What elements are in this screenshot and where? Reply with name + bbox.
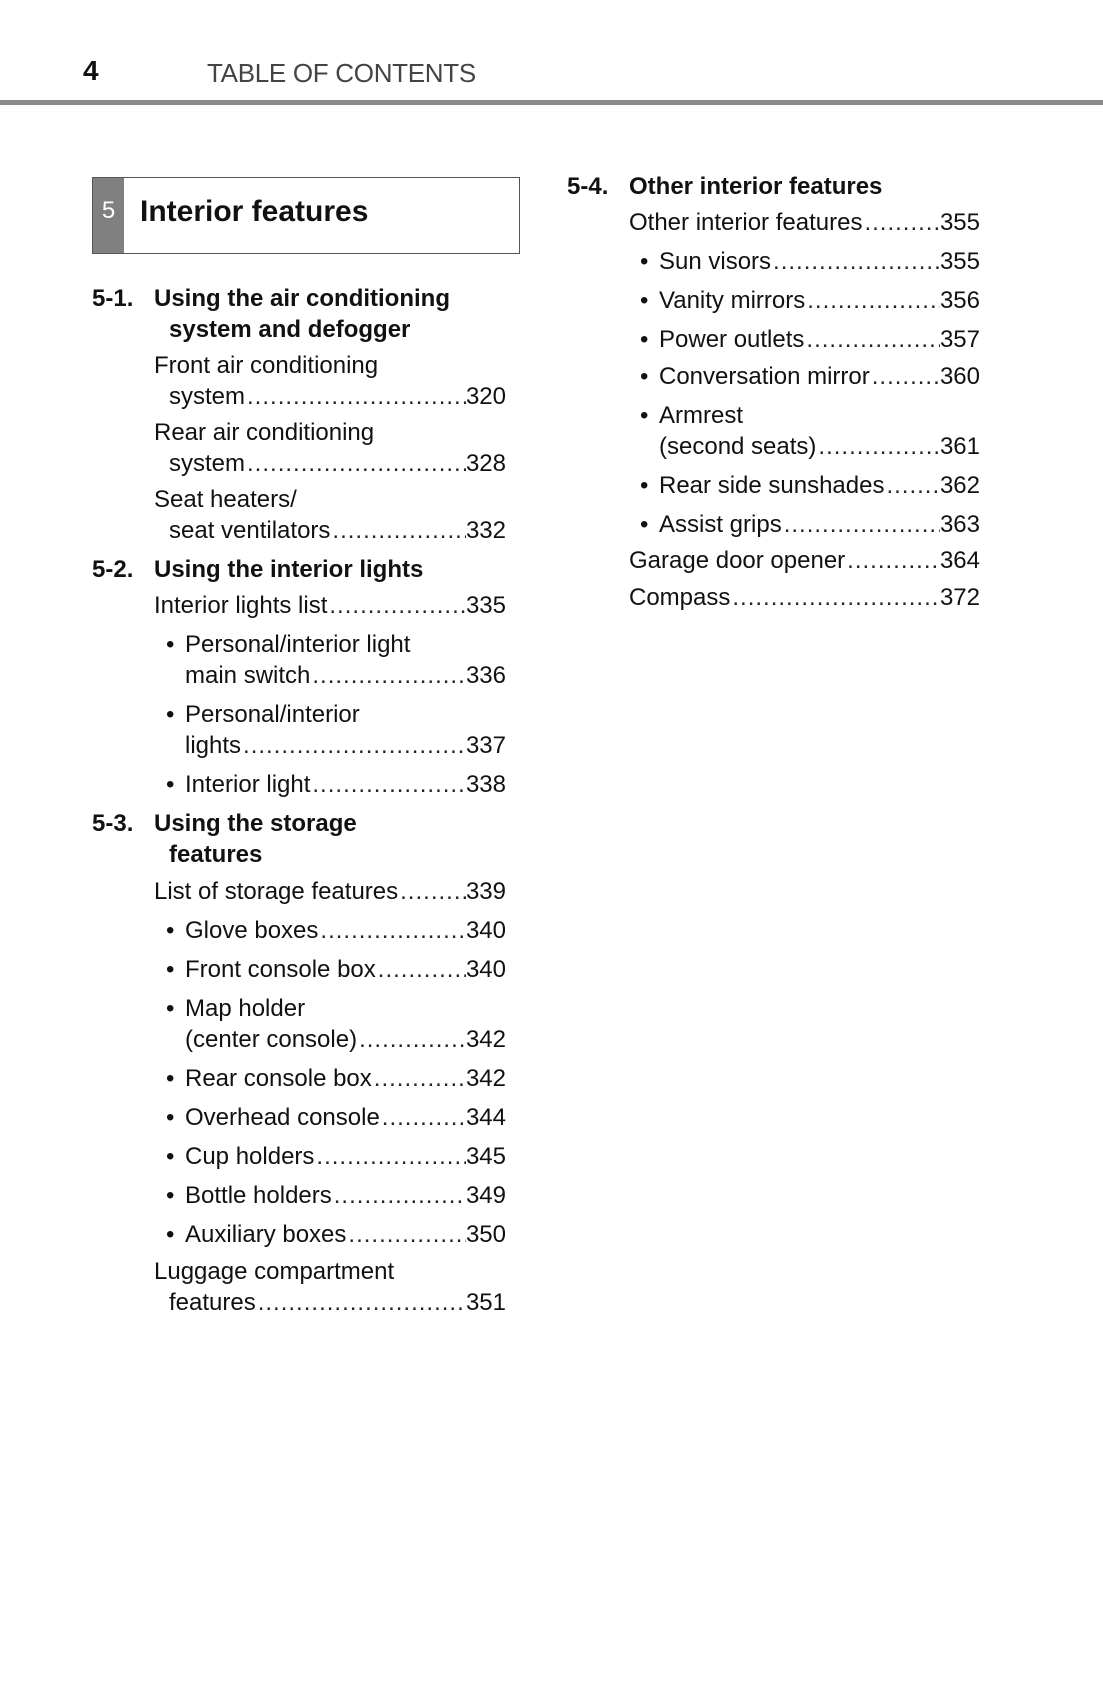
bullet: •: [640, 472, 649, 499]
entry-label-cont: system: [169, 450, 246, 477]
page-ref: 361: [939, 433, 980, 460]
toc-entry-glove-boxes[interactable]: [166, 915, 506, 946]
dot-leader: [310, 660, 466, 691]
entry-label: Assist grips: [659, 511, 782, 538]
bullet: •: [640, 402, 649, 429]
toc-entry-front-ac[interactable]: [154, 350, 506, 412]
page-ref: 349: [465, 1182, 506, 1209]
dot-leader: [845, 545, 940, 576]
dot-leader: [357, 1024, 466, 1055]
toc-entry-vanity-mirrors[interactable]: [640, 285, 980, 316]
section-number: 5-2.: [92, 556, 134, 583]
dot-leader: [241, 730, 466, 761]
dot-leader: [314, 1141, 466, 1172]
section-5-4-heading[interactable]: [567, 171, 987, 202]
header-title: TABLE OF CONTENTS: [207, 58, 476, 88]
dot-leader: [380, 1102, 466, 1133]
entry-label: Power outlets: [659, 326, 805, 353]
page-ref: 350: [465, 1221, 506, 1248]
entry-label: Interior light: [185, 771, 311, 798]
dot-leader: [730, 582, 940, 613]
bullet: •: [640, 363, 649, 390]
toc-entry-assist-grips[interactable]: [640, 509, 980, 540]
page-ref: 345: [465, 1143, 506, 1170]
bullet: •: [166, 995, 175, 1022]
bullet: •: [166, 631, 175, 658]
dot-leader: [862, 207, 940, 238]
dot-leader: [318, 915, 466, 946]
entry-label: Interior lights list: [154, 592, 328, 619]
entry-label: Rear air conditioning: [154, 419, 375, 446]
bullet: •: [166, 701, 175, 728]
dot-leader: [884, 470, 939, 501]
toc-entry-conversation-mirror[interactable]: [640, 361, 980, 392]
entry-label: Compass: [629, 584, 731, 611]
dot-leader: [256, 1287, 466, 1318]
section-title: Using the interior lights: [154, 556, 424, 583]
dot-leader: [332, 1180, 466, 1211]
page-ref: 339: [465, 878, 506, 905]
page-ref: 340: [465, 917, 506, 944]
section-title: Using the storage: [154, 810, 357, 837]
entry-label: Conversation mirror: [659, 363, 870, 390]
toc-entry-garage-door-opener[interactable]: [629, 545, 980, 576]
entry-label: Front console box: [185, 956, 376, 983]
page-ref: 332: [465, 517, 506, 544]
page-ref: 342: [465, 1065, 506, 1092]
dot-leader: [398, 876, 466, 907]
page-ref: 344: [465, 1104, 506, 1131]
entry-label-cont: lights: [185, 732, 242, 759]
dot-leader: [310, 769, 466, 800]
chapter-heading: [92, 177, 520, 254]
entry-label: Armrest: [659, 402, 743, 429]
page-ref: 328: [465, 450, 506, 477]
toc-entry-bottle-holders[interactable]: [166, 1180, 506, 1211]
entry-label: Other interior features: [629, 209, 863, 236]
toc-entry-power-outlets[interactable]: [640, 324, 980, 355]
entry-label-cont: (center console): [185, 1026, 358, 1053]
bullet: •: [166, 956, 175, 983]
entry-label-cont: system: [169, 383, 246, 410]
toc-entry-rear-console[interactable]: [166, 1063, 506, 1094]
toc-entry-seat-heaters[interactable]: [154, 484, 506, 546]
page-ref: 335: [465, 592, 506, 619]
dot-leader: [346, 1219, 466, 1250]
dot-leader: [805, 285, 940, 316]
toc-entry-overhead-console[interactable]: [166, 1102, 506, 1133]
page-ref: 360: [939, 363, 980, 390]
section-title-cont: features: [169, 841, 263, 868]
page-ref: 351: [465, 1289, 506, 1316]
bullet: •: [640, 326, 649, 353]
section-5-1-heading[interactable]: [92, 283, 512, 345]
header-divider: [0, 100, 1103, 105]
entry-label: Overhead console: [185, 1104, 380, 1131]
bullet: •: [166, 1104, 175, 1131]
section-title: Other interior features: [629, 173, 883, 200]
entry-label: Personal/interior: [185, 701, 360, 728]
dot-leader: [327, 590, 466, 621]
dot-leader: [245, 381, 466, 412]
page-ref: 363: [939, 511, 980, 538]
toc-entry-rear-ac[interactable]: [154, 417, 506, 479]
toc-entry-armrest[interactable]: [640, 400, 980, 462]
page-ref: 342: [465, 1026, 506, 1053]
toc-entry-sun-visors[interactable]: [640, 246, 980, 277]
entry-label: Glove boxes: [185, 917, 319, 944]
dot-leader: [870, 361, 940, 392]
entry-label-cont: seat ventilators: [169, 517, 331, 544]
dot-leader: [804, 324, 940, 355]
dot-leader: [816, 431, 940, 462]
page-ref: 362: [939, 472, 980, 499]
entry-label: Rear side sunshades: [659, 472, 885, 499]
section-number: 5-4.: [567, 173, 609, 200]
dot-leader: [771, 246, 940, 277]
entry-label: Personal/interior light: [185, 631, 411, 658]
toc-entry-lights-list[interactable]: [154, 590, 506, 621]
page-ref: 337: [465, 732, 506, 759]
page-number: 4: [83, 55, 99, 86]
entry-label: Luggage compartment: [154, 1258, 395, 1285]
page-ref: 364: [939, 547, 980, 574]
dot-leader: [245, 448, 466, 479]
section-number: 5-3.: [92, 810, 134, 837]
entry-label: Seat heaters/: [154, 486, 297, 513]
toc-entry-map-holder[interactable]: [166, 993, 506, 1055]
entry-label: Garage door opener: [629, 547, 846, 574]
section-title: Using the air conditioning: [154, 285, 450, 312]
dot-leader: [372, 1063, 466, 1094]
bullet: •: [166, 1182, 175, 1209]
page-ref: 320: [465, 383, 506, 410]
section-5-2-heading[interactable]: [92, 554, 512, 585]
page-ref: 355: [939, 248, 980, 275]
section-number: 5-1.: [92, 285, 134, 312]
entry-label: Vanity mirrors: [659, 287, 806, 314]
toc-entry-front-console[interactable]: [166, 954, 506, 985]
toc-entry-personal-lights[interactable]: [166, 699, 506, 761]
page-ref: 336: [465, 662, 506, 689]
entry-label-cont: features: [169, 1289, 256, 1316]
page-ref: 372: [939, 584, 980, 611]
toc-entry-interior-light[interactable]: [166, 769, 506, 800]
toc-entry-personal-main[interactable]: [166, 629, 506, 691]
entry-label: Rear console box: [185, 1065, 372, 1092]
chapter-number: 5: [101, 197, 116, 224]
bullet: •: [166, 1143, 175, 1170]
bullet: •: [640, 287, 649, 314]
bullet: •: [640, 511, 649, 538]
bullet: •: [166, 1221, 175, 1248]
bullet: •: [166, 771, 175, 798]
entry-label: Front air conditioning: [154, 352, 379, 379]
bullet: •: [166, 1065, 175, 1092]
toc-entry-storage-list[interactable]: [154, 876, 506, 907]
chapter-title: Interior features: [140, 195, 369, 228]
page-ref: 338: [465, 771, 506, 798]
entry-label: Sun visors: [659, 248, 772, 275]
toc-entry-luggage[interactable]: [154, 1256, 506, 1318]
toc-entry-other-features[interactable]: [629, 207, 980, 238]
entry-label: Map holder: [185, 995, 306, 1022]
page-ref: 357: [939, 326, 980, 353]
section-title-cont: system and defogger: [169, 316, 411, 343]
bullet: •: [166, 917, 175, 944]
bullet: •: [640, 248, 649, 275]
toc-entry-auxiliary-boxes[interactable]: [166, 1219, 506, 1250]
toc-entry-cup-holders[interactable]: [166, 1141, 506, 1172]
entry-label-cont: (second seats): [659, 433, 817, 460]
dot-leader: [782, 509, 940, 540]
toc-entry-compass[interactable]: [629, 582, 980, 613]
entry-label: Cup holders: [185, 1143, 315, 1170]
page-ref: 340: [465, 956, 506, 983]
page-ref: 355: [939, 209, 980, 236]
section-5-3-heading[interactable]: [92, 808, 512, 870]
entry-label-cont: main switch: [185, 662, 311, 689]
entry-label: Auxiliary boxes: [185, 1221, 347, 1248]
dot-leader: [376, 954, 466, 985]
toc-entry-rear-sunshades[interactable]: [640, 470, 980, 501]
page-ref: 356: [939, 287, 980, 314]
entry-label: Bottle holders: [185, 1182, 332, 1209]
entry-label: List of storage features: [154, 878, 399, 905]
dot-leader: [330, 515, 466, 546]
